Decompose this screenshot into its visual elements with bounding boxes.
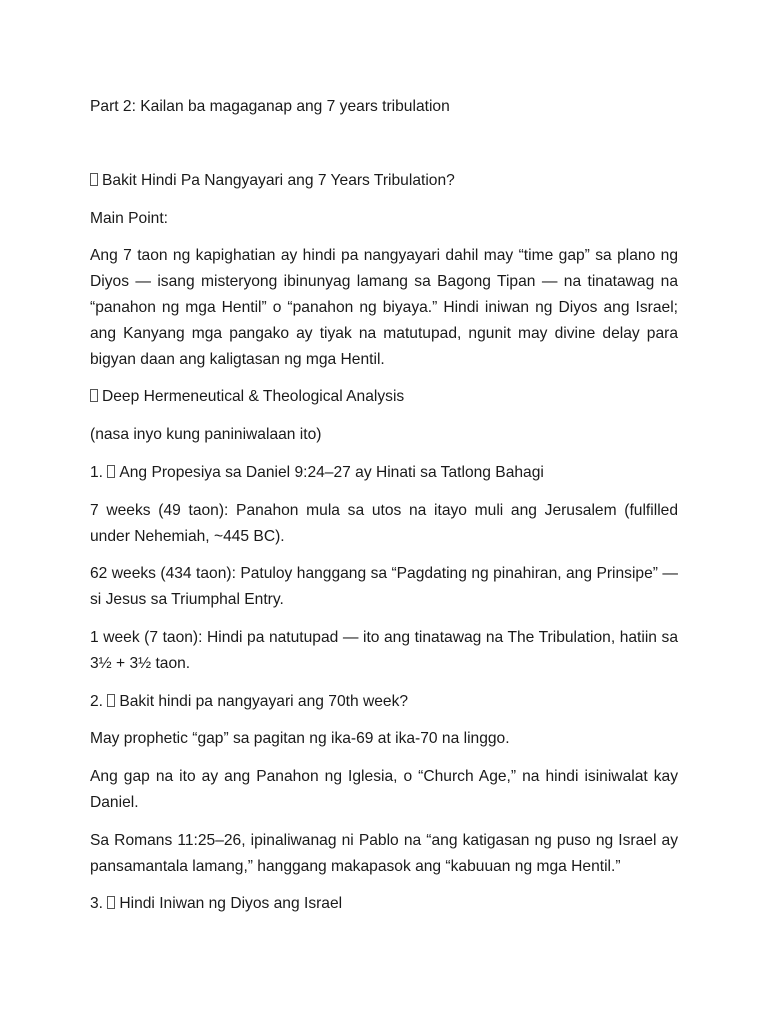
missing-glyph-icon xyxy=(107,694,115,707)
section-number: 2. xyxy=(90,692,104,710)
section-title: Ang Propesiya sa Daniel 9:24–27 ay Hinati sa Tatlong Bahagi xyxy=(119,463,544,481)
heading-text: Bakit Hindi Pa Nangyayari ang 7 Years Tribulation? xyxy=(102,171,455,189)
section-title: Hindi Iniwan ng Diyos ang Israel xyxy=(119,895,343,913)
missing-glyph-icon xyxy=(107,896,115,909)
section-heading-1 xyxy=(90,460,678,486)
main-point-paragraph: Ang 7 taon ng kapighatian ay hindi pa nangyayari dahil may “time gap” sa plano ng Diyos — isang misteryong ibinunyag lamang sa Bagong Tipan — na tinatawag na “panahon ng mga Hentil” o “panahon ng biyaya.” Hindi iniwan ng Diyos ang Israel; ang Kanyang mga pangako ay tiyak na matutupad, ngunit may divine delay para bigyan daan ang kaligtasan ng mga Hentil. xyxy=(90,247,678,368)
paragraph-7-weeks: 7 weeks (49 taon): Panahon mula sa utos na itayo muli ang Jerusalem (fulfilled under Nehemiah, ~445 BC). xyxy=(90,501,678,545)
paragraph-church-age: Ang gap na ito ay ang Panahon ng Iglesia, o “Church Age,” na hindi isiniwalat kay Daniel. xyxy=(90,768,678,811)
document-page xyxy=(90,94,678,929)
paragraph-prophetic-gap: May prophetic “gap” sa pagitan ng ika-69 at ika-70 na linggo. xyxy=(90,730,510,748)
document-title: Part 2: Kailan ba magaganap ang 7 years tribulation xyxy=(90,98,450,115)
section-number: 1. xyxy=(90,463,104,481)
paragraph-62-weeks: 62 weeks (434 taon): Patuloy hanggang sa “Pagdating ng pinahiran, ang Prinsipe” — si Jesus sa Triumphal Entry. xyxy=(90,565,678,609)
heading-deep-analysis xyxy=(90,384,678,410)
missing-glyph-icon xyxy=(107,465,115,478)
paragraph-1-week: 1 week (7 taon): Hindi pa natutupad — ito ang tinatawag na The Tribulation, hatiin sa 3½ + 3½ taon. xyxy=(90,628,678,672)
main-point-label: Main Point: xyxy=(90,209,169,227)
heading-text: Deep Hermeneutical & Theological Analysis xyxy=(102,388,405,406)
missing-glyph-icon xyxy=(90,389,98,402)
section-heading-3 xyxy=(90,891,678,917)
section-title: Bakit hindi pa nangyayari ang 70th week? xyxy=(119,692,409,710)
paragraph-romans: Sa Romans 11:25–26, ipinaliwanag ni Pablo na “ang katigasan ng puso ng Israel ay pansamantala lamang,” hanggang makapasok ang “kabuuan ng mga Hentil.” xyxy=(90,831,678,875)
missing-glyph-icon xyxy=(90,173,98,186)
heading-bakit-hindi xyxy=(90,168,678,194)
section-number: 3. xyxy=(90,895,104,913)
section-heading-2 xyxy=(90,689,678,715)
note-text: (nasa inyo kung paniniwalaan ito) xyxy=(90,426,322,444)
